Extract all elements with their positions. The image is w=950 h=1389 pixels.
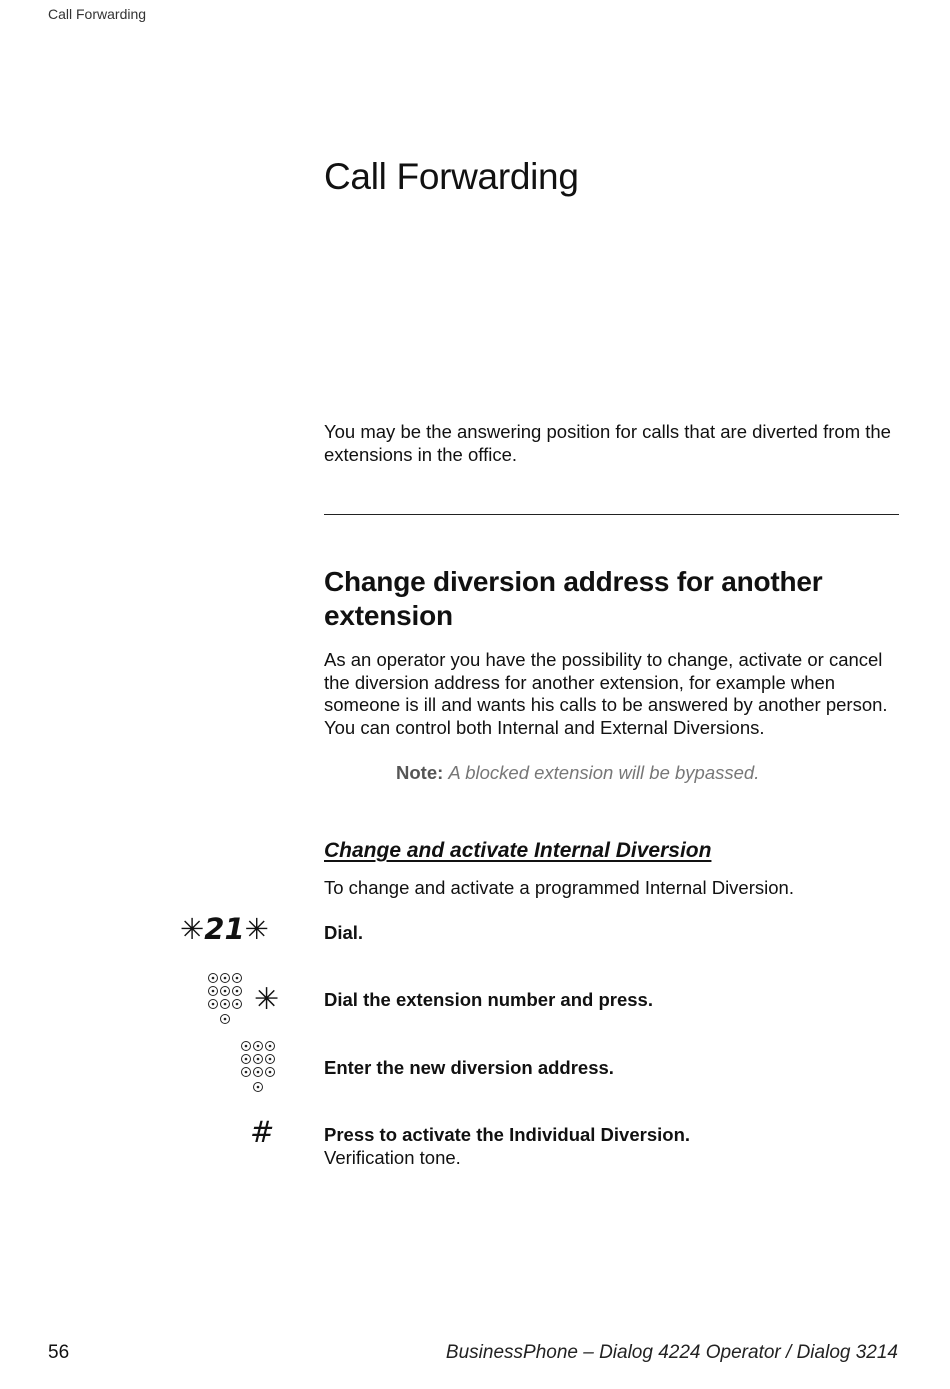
step-2-text: Dial the extension number and press. bbox=[324, 989, 653, 1010]
section-heading: Change diversion address for another extension bbox=[324, 566, 823, 631]
intro-paragraph: You may be the answering position for calls that are diverted from the extensions in the office. bbox=[324, 421, 891, 465]
keypad-icon bbox=[239, 1040, 281, 1096]
star-key-icon: ✳ bbox=[254, 982, 280, 1017]
section-body: As an operator you have the possibility to change, activate or cancel the diversion address for another extension, for example when someone is ill and wants his calls to be answered by another person. You can control both Internal and External Diversions. bbox=[324, 649, 888, 738]
note-label: Note: bbox=[396, 762, 444, 783]
subsection-intro: To change and activate a programmed Internal Diversion. bbox=[324, 877, 794, 898]
page-number: 56 bbox=[48, 1342, 70, 1363]
footer-title: BusinessPhone – Dialog 4224 Operator / Dialog 3214 bbox=[445, 1342, 898, 1363]
step-4-subtext: Verification tone. bbox=[324, 1147, 461, 1168]
section-divider bbox=[324, 514, 899, 515]
step-4-text: Press to activate the Individual Diversion. bbox=[324, 1124, 691, 1145]
running-header: Call Forwarding bbox=[48, 6, 147, 22]
note-text: A blocked extension will be bypassed. bbox=[448, 762, 760, 783]
star-21-star-code-icon: ✳21✳ bbox=[180, 912, 269, 946]
step-3-text: Enter the new diversion address. bbox=[324, 1057, 614, 1078]
note bbox=[396, 762, 759, 784]
subsection-heading: Change and activate Internal Diversion bbox=[324, 839, 712, 862]
hash-key-icon: # bbox=[250, 1115, 275, 1149]
page-title: Call Forwarding bbox=[324, 156, 579, 197]
keypad-icon bbox=[206, 972, 248, 1028]
step-1-text: Dial. bbox=[324, 922, 364, 943]
